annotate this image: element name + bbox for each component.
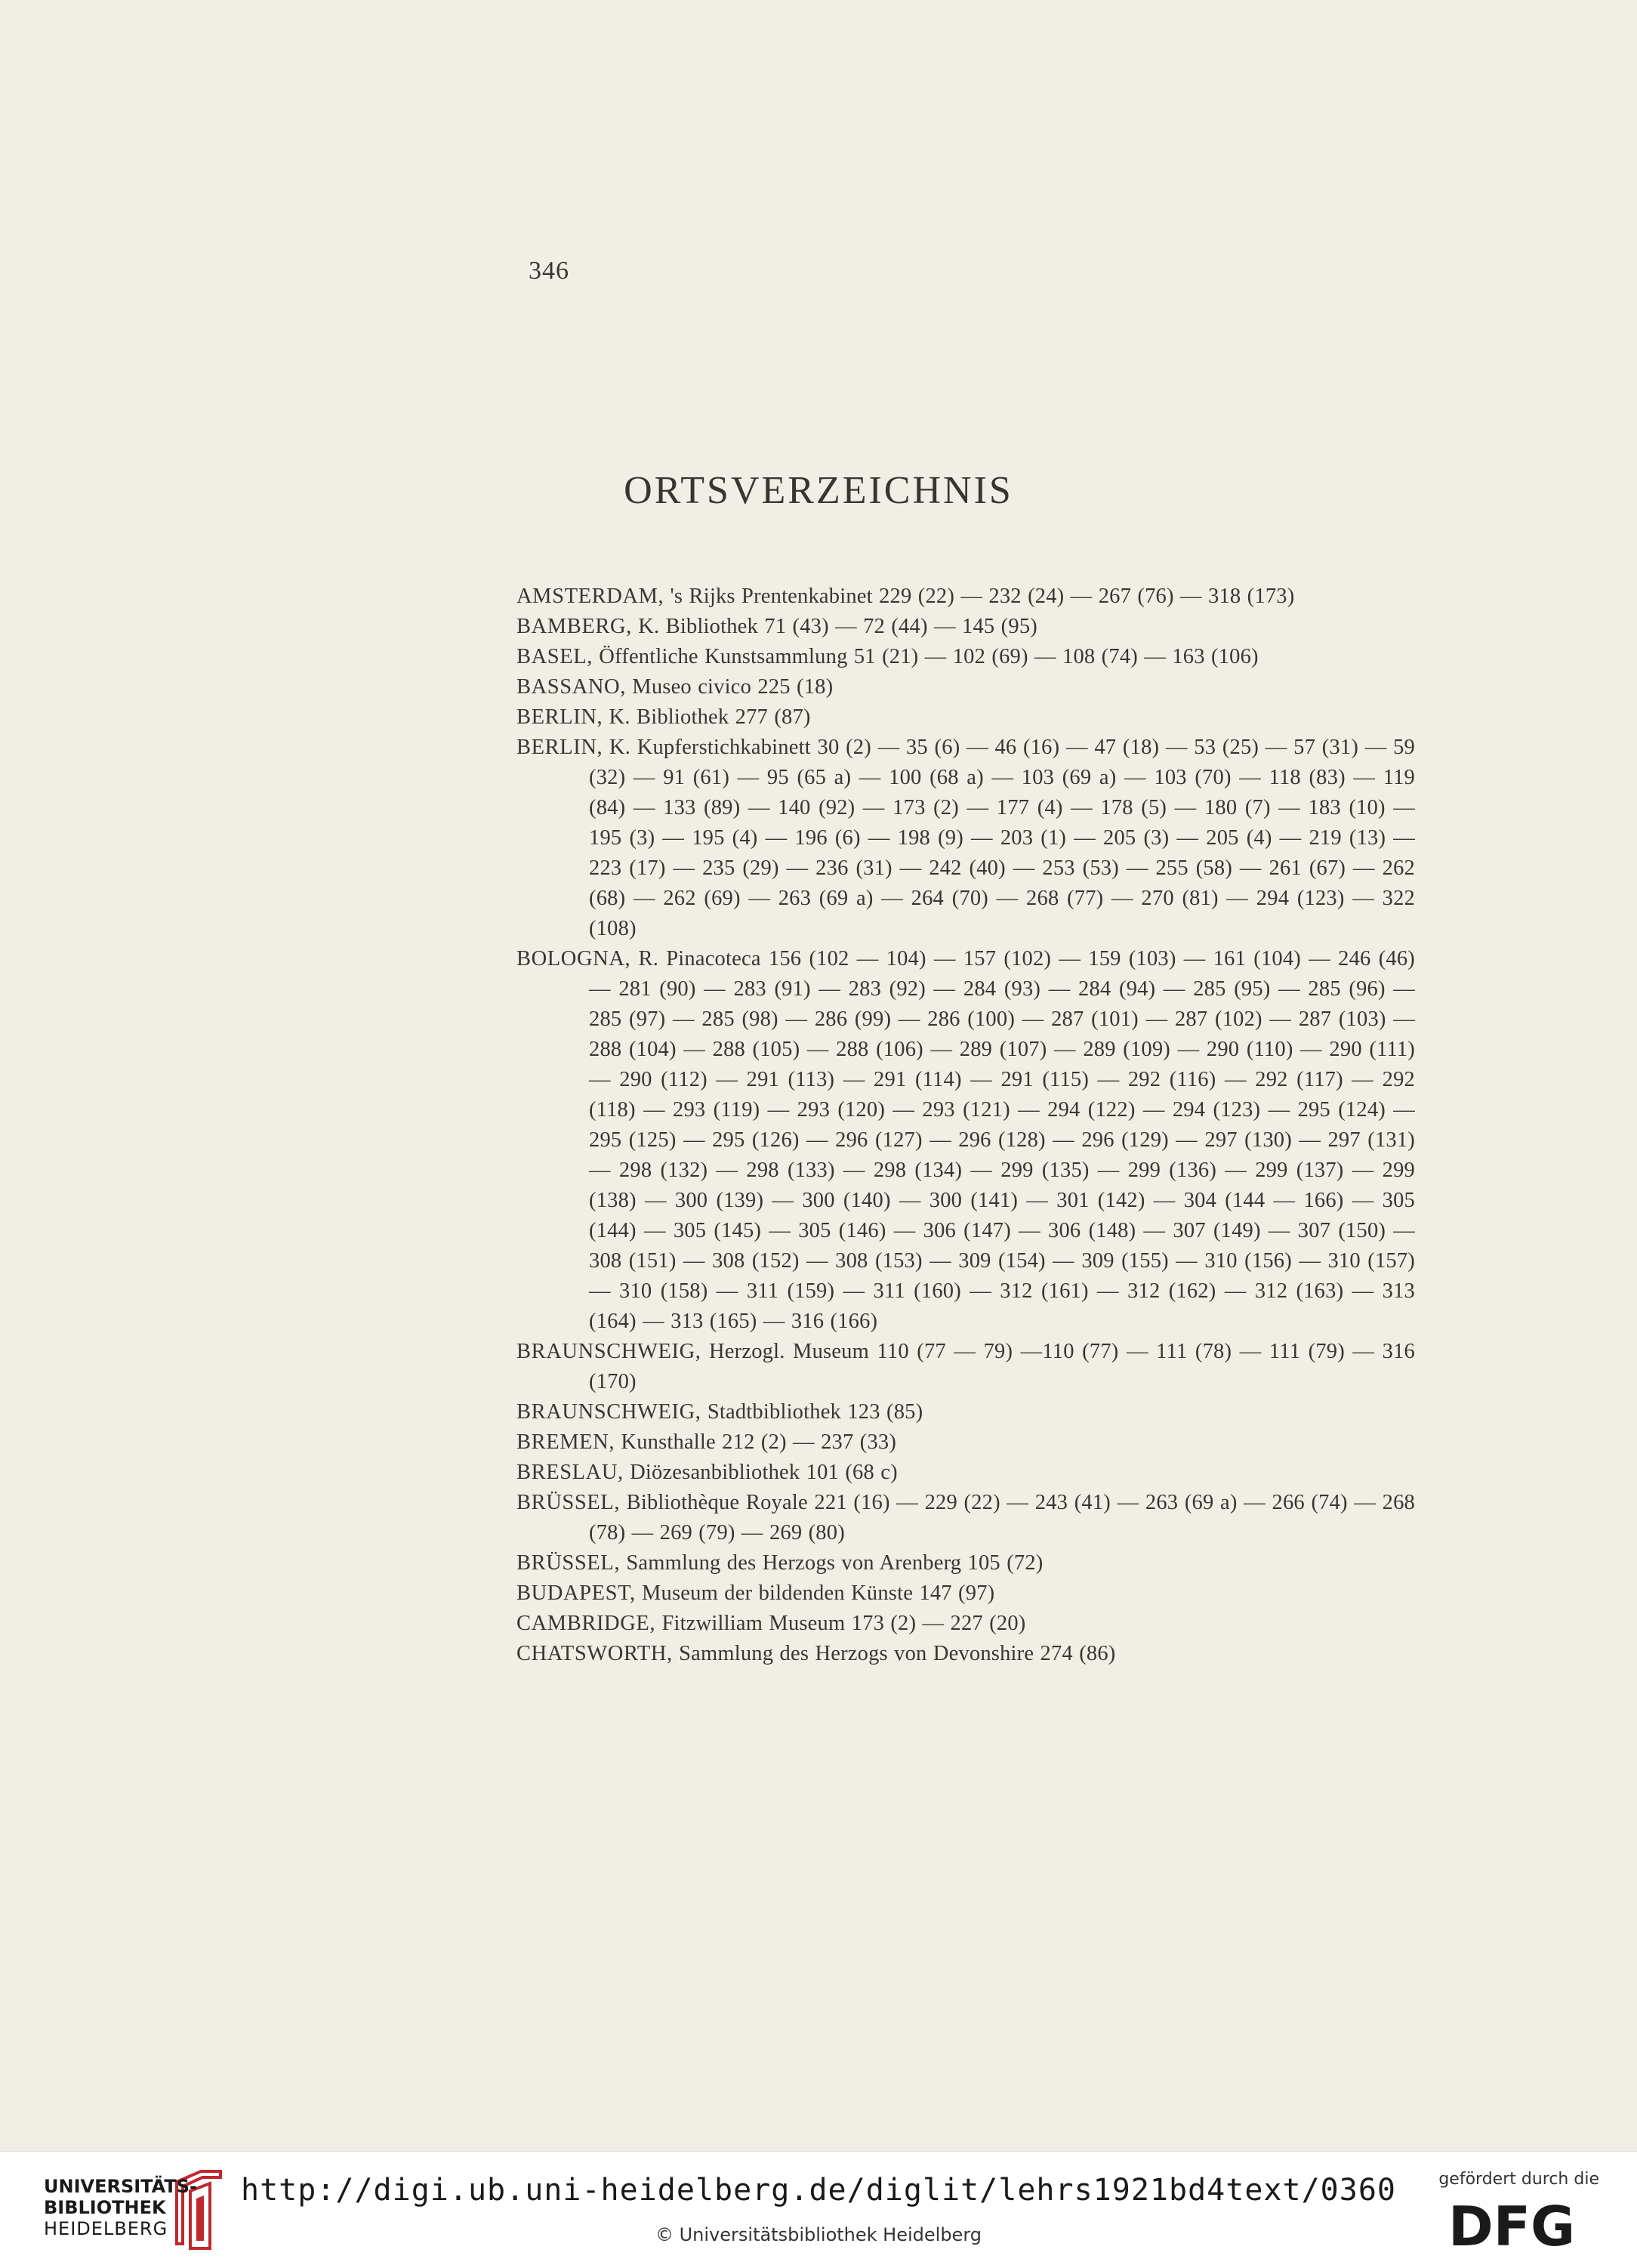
index-entry: [516, 672, 1415, 702]
entry-text: K. Kupferstichkabinett 30 (2) — 35 (6) — 46 (16) — 47 (18) — 53 (25) — 57 (31) — 59 (32) — 91 (61) — 95 (65 a) — 100 (68 a) — 103 (69 a) — 103 (70) — 118 (83) — 119 (84) — 133 (89) — 140 (92) — 173 (2) — 177 (4) — 178 (5) — 180 (7) — 183 (10) — 195 (3) — 195 (4) — 196 (6) — 198 (9) — 203 (1) — 205 (3) — 205 (4) — 219 (13) — 223 (17) — 235 (29) — 236 (31) — 242 (40) — 253 (53) — 255 (58) — 261 (67) — 262 (68) — 262 (69) — 263 (69 a) — 264 (70) — 268 (77) — 270 (81) — 294 (123) — 322 (108): [589, 736, 1415, 940]
entry-place: BERLIN,: [516, 705, 603, 729]
entry-text: Öffentliche Kunstsammlung 51 (21) — 102 (69) — 108 (74) — 163 (106): [592, 645, 1259, 668]
entry-text: Kunsthalle 212 (2) — 237 (33): [615, 1430, 897, 1454]
index-entry: [516, 582, 1415, 612]
entry-text: 's Rijks Prentenkabinet 229 (22) — 232 (24) — 267 (76) — 318 (173): [664, 585, 1295, 608]
index-entry: [516, 1548, 1415, 1578]
dfg-logo-text: DFG: [1448, 2197, 1576, 2251]
entry-place: BRAUNSCHWEIG,: [516, 1400, 701, 1424]
entry-text: Museum der bildenden Künste 147 (97): [635, 1581, 995, 1605]
index-entry: [516, 944, 1415, 1337]
copyright-notice: © Universitätsbibliothek Heidelberg: [655, 2224, 982, 2245]
page-number: 346: [529, 257, 569, 285]
library-name-line2: BIBLIOTHEK: [44, 2197, 166, 2218]
entry-text: K. Bibliothek 277 (87): [603, 705, 811, 729]
entry-text: Sammlung des Herzogs von Arenberg 105 (72): [620, 1551, 1044, 1575]
index-entry: [516, 1488, 1415, 1548]
index-entry: [516, 1609, 1415, 1639]
entry-text: K. Bibliothek 71 (43) — 72 (44) — 145 (95): [631, 615, 1037, 638]
entry-place: BRESLAU,: [516, 1461, 624, 1484]
entry-place: BRÜSSEL,: [516, 1551, 621, 1575]
entry-place: BOLOGNA,: [516, 947, 631, 970]
viewer-footer: [0, 2151, 1637, 2268]
entry-place: BAMBERG,: [516, 615, 632, 638]
entry-text: Fitzwilliam Museum 173 (2) — 227 (20): [655, 1612, 1026, 1635]
permalink-url[interactable]: http://digi.ub.uni-heidelberg.de/diglit/lehrs1921bd4text/0360: [240, 2173, 1396, 2208]
library-name-line3: HEIDELBERG: [44, 2218, 168, 2239]
index-entry: [516, 702, 1415, 733]
entry-text: Herzogl. Museum 110 (77 — 79) —110 (77) — 111 (78) — 111 (79) — 316 (170): [589, 1340, 1415, 1393]
entry-place: BREMEN,: [516, 1430, 615, 1454]
index-entry: [516, 612, 1415, 642]
index-entries: [516, 582, 1415, 1669]
entry-place: CAMBRIDGE,: [516, 1612, 656, 1635]
entry-place: BRAUNSCHWEIG,: [516, 1340, 701, 1363]
library-name-line1: UNIVERSITÄTS-: [44, 2176, 198, 2197]
index-entry: [516, 642, 1415, 672]
entry-text: Diözesanbibliothek 101 (68 c): [623, 1461, 898, 1484]
dfg-logo-icon: [1448, 2197, 1607, 2251]
entry-place: CHATSWORTH,: [516, 1642, 673, 1665]
entry-place: AMSTERDAM,: [516, 585, 664, 608]
entry-text: Museo civico 225 (18): [625, 675, 834, 699]
entry-text: Sammlung des Herzogs von Devonshire 274 (86): [672, 1642, 1116, 1665]
index-entry: [516, 1397, 1415, 1427]
index-entry: [516, 733, 1415, 944]
entry-text: R. Pinacoteca 156 (102 — 104) — 157 (102) — 159 (103) — 161 (104) — 246 (46) — 281 (90) — 283 (91) — 283 (92) — 284 (93) — 284 (94) — 285 (95) — 285 (96) — 285 (97) — 285 (98) — 286 (99) — 286 (100) — 287 (101) — 287 (102) — 287 (103) — 288 (104) — 288 (105) — 288 (106) — 289 (107) — 289 (109) — 290 (110) — 290 (111) — 290 (112) — 291 (113) — 291 (114) — 291 (115) — 292 (116) — 292 (117) — 292 (118) — 293 (119) — 293 (120) — 293 (121) — 294 (122) — 294 (123) — 295 (124) — 295 (125) — 295 (126) — 296 (127) — 296 (128) — 296 (129) — 297 (130) — 297 (131) — 298 (132) — 298 (133) — 298 (134) — 299 (135) — 299 (136) — 299 (137) — 299 (138) — 300 (139) — 300 (140) — 300 (141) — 301 (142) — 304 (144 — 166) — 305 (144) — 305 (145) — 305 (146) — 306 (147) — 306 (148) — 307 (149) — 307 (150) — 308 (151) — 308 (152) — 308 (153) — 309 (154) — 309 (155) — 310 (156) — 310 (157) — 310 (158) — 311 (159) — 311 (160) — 312 (161) — 312 (162) — 312 (163) — 313 (164) — 313 (165) — 316 (166): [589, 947, 1415, 1333]
index-entry: [516, 1639, 1415, 1669]
index-entry: [516, 1337, 1415, 1397]
entry-place: BRÜSSEL,: [516, 1491, 621, 1514]
index-entry: [516, 1578, 1415, 1609]
index-entry: [516, 1458, 1415, 1488]
entry-text: Bibliothèque Royale 221 (16) — 229 (22) — 243 (41) — 263 (69 a) — 266 (74) — 268 (78) — 269 (79) — 269 (80): [589, 1491, 1415, 1544]
index-entry: [516, 1427, 1415, 1458]
page-title: ORTSVERZEICHNIS: [624, 469, 1013, 512]
entry-text: Stadtbibliothek 123 (85): [701, 1400, 923, 1424]
entry-place: BUDAPEST,: [516, 1581, 636, 1605]
entry-place: BASEL,: [516, 645, 593, 668]
entry-place: BASSANO,: [516, 675, 626, 699]
entry-place: BERLIN,: [516, 736, 603, 759]
funding-note: gefördert durch die: [1438, 2170, 1599, 2189]
